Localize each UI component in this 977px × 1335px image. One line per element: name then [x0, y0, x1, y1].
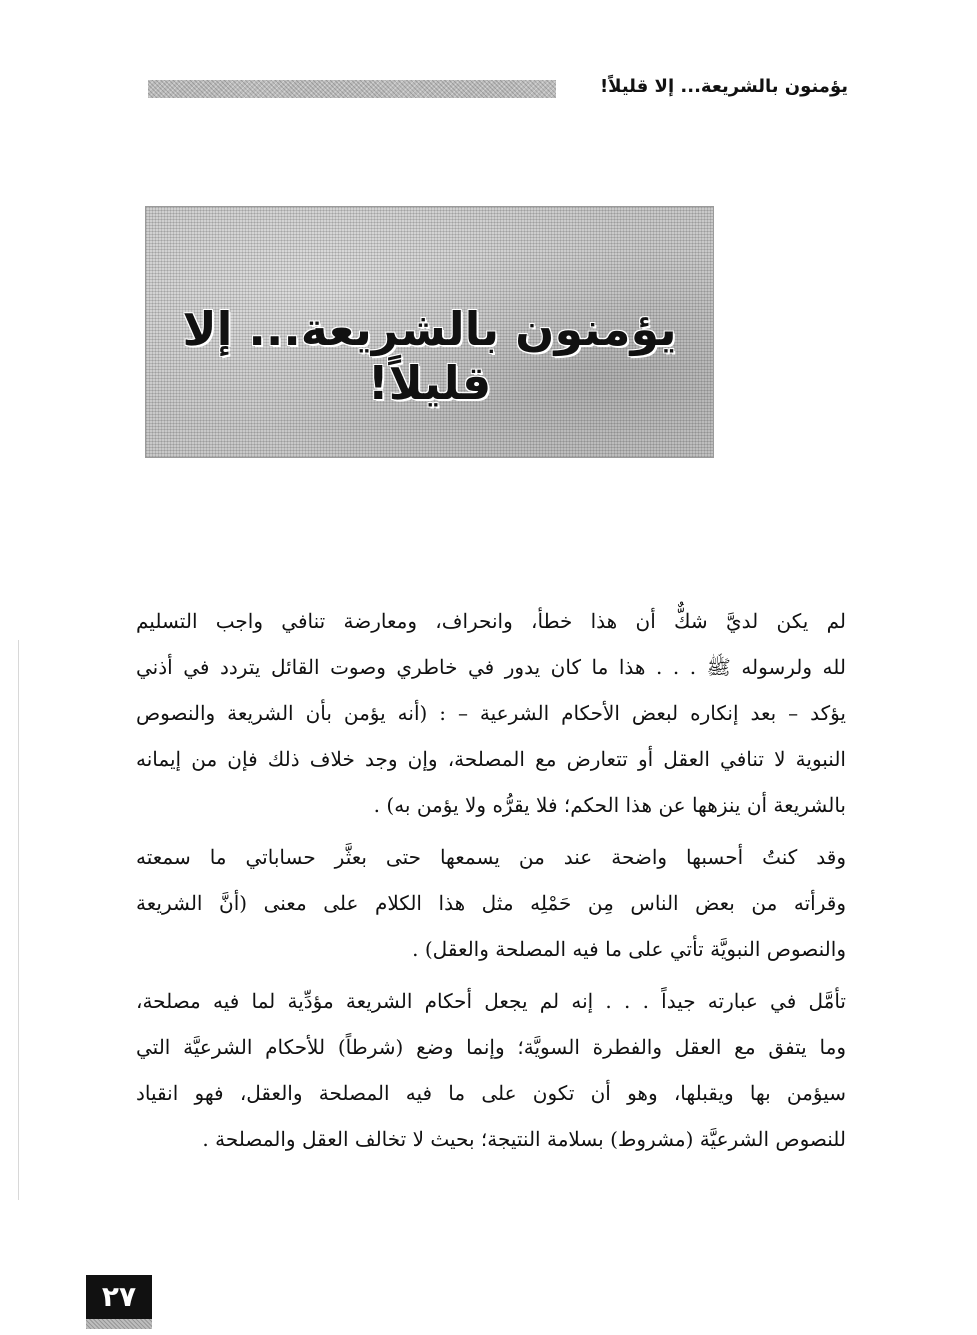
- text-line: وقد كنتُ أحسبها واضحة عند من يسمعها حتى بعثَّر حساباتي ما سمعته: [136, 845, 846, 869]
- running-header: [148, 74, 848, 106]
- page-number-decorative-band: [86, 1319, 152, 1329]
- text-line: تأمَّل في عبارته جيداً . . . إنه لم يجعل أحكام الشريعة مؤدِّية لما فيه مصلحة،: [136, 989, 846, 1013]
- chapter-title-box: [145, 206, 714, 458]
- running-header-title: يؤمنون بالشريعة... إلا قليلاً!: [599, 76, 848, 97]
- text-line: وقرأته من بعض الناس مِن حَمْلِه مثل هذا الكلام على معنى (أنَّ الشريعة: [136, 891, 846, 915]
- text-line: بالشريعة أن ينزهها عن هذا الحكم؛ فلا يقرُّه ولا يؤمن به) .: [373, 793, 846, 817]
- text-line: سيؤمن بها ويقبلها، وهو أن تكون على ما فيه المصلحة والعقل، فهو انقياد: [136, 1081, 846, 1105]
- text-line: والنصوص النبويَّة تأتي على ما فيه المصلحة والعقل) .: [412, 937, 846, 961]
- page-edge-line: [18, 640, 19, 1200]
- text-line: النبوية لا تنافي العقل أو تتعارض مع المصلحة، وإن وجد خلاف ذلك فإن من إيمانه: [136, 747, 846, 771]
- body-text: [136, 598, 846, 1168]
- paragraph-3: [136, 978, 846, 1162]
- text-line: لله ولرسوله ﷺ . . . هذا ما كان يدور في خاطري وصوت القائل يتردد في أذني: [136, 655, 846, 679]
- text-line: وما يتفق مع العقل والفطرة السويَّة؛ وإنما وضع (شرطاً) للأحكام الشرعيَّة التي: [136, 1035, 846, 1059]
- text-line: يؤكد – بعد إنكاره لبعض الأحكام الشرعية – : (أنه يؤمن بأن الشريعة والنصوص: [136, 701, 846, 725]
- text-line: للنصوص الشرعيَّة (مشروط) بسلامة النتيجة؛ بحيث لا تخالف العقل والمصلحة .: [202, 1127, 846, 1151]
- paragraph-2: [136, 834, 846, 972]
- chapter-title: يؤمنون بالشريعة... إلا قليلاً!: [182, 302, 677, 410]
- paragraph-1: [136, 598, 846, 828]
- text-line: لم يكن لديَّ شكٌّ أن هذا خطأ، وانحراف، ومعارضة تنافي واجب التسليم: [136, 609, 846, 633]
- page-number: ٢٧: [86, 1275, 152, 1319]
- running-header-decorative-band: [148, 80, 556, 98]
